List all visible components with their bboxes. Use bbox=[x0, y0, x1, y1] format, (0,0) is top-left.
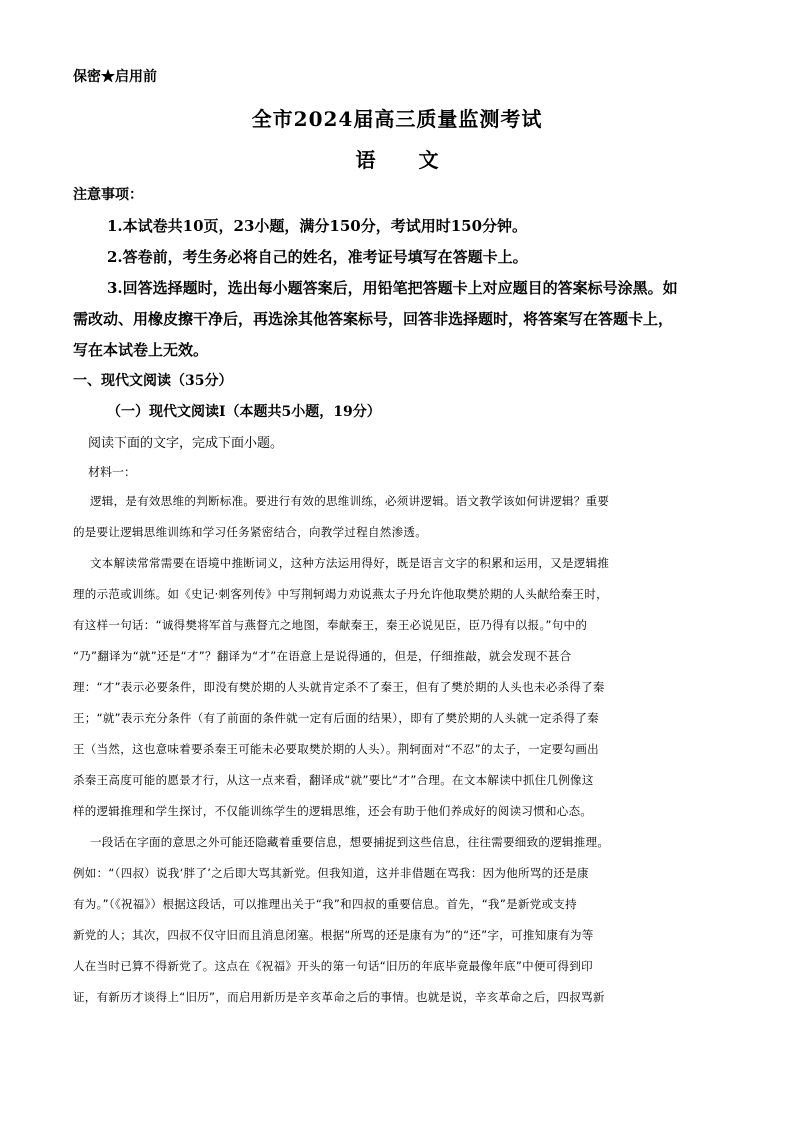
subsection-title: （一）现代文阅读Ⅰ（本题共5小题，19分） bbox=[107, 404, 381, 420]
subject-title: 语 文 bbox=[355, 148, 457, 172]
notice-line: 1.本试卷共10页，23小题，满分150分，考试用时150分钟。 bbox=[107, 217, 528, 235]
exam-title: 全市2024届高三质量监测考试 bbox=[251, 107, 543, 131]
notice-line: 2.答卷前，考生务必将自己的姓名，准考证号填写在答题卡上。 bbox=[107, 248, 528, 266]
body-line: “乃”翻译为“就”还是“才”？翻译为“才”在语意上是说得通的，但是，仔细推敲，就会发现不甚合 bbox=[73, 649, 572, 663]
section-title: 一、现代文阅读（35分） bbox=[73, 373, 233, 389]
reading-instruction: 阅读下面的文字，完成下面小题。 bbox=[88, 436, 284, 451]
notice-line: 需改动、用橡皮擦干净后，再选涂其他答案标号，回答非选择题时，将答案写在答题卡上， bbox=[73, 310, 674, 328]
body-line: 有这样一句话：“诚得樊将军首与燕督亢之地图，奉献秦王，秦王必说见臣，臣乃得有以报。”句中的 bbox=[73, 618, 588, 632]
body-line: 文本解读常常需要在语境中推断词义，这种方法运用得好，既是语言文字的积累和运用，又是逻辑推 bbox=[90, 556, 610, 570]
body-line: 的是要让逻辑思维训练和学习任务紧密结合，向教学过程自然渗透。 bbox=[73, 525, 427, 539]
body-line: 样的逻辑推理和学生探讨，不仅能训练学生的逻辑思维，还会有助于他们养成好的阅读习惯和心态。 bbox=[73, 804, 593, 818]
body-line: 逻辑，是有效思维的判断标准。要进行有效的思维训练，必须讲逻辑。语文教学该如何讲逻辑？重要 bbox=[90, 494, 610, 508]
material-label: 材料一： bbox=[88, 465, 137, 479]
body-line: 王；“就”表示充分条件（有了前面的条件就一定有后面的结果），即有了樊於期的人头就一定杀得了秦 bbox=[73, 711, 599, 725]
body-line: 杀秦王高度可能的愿景才行，从这一点来看，翻译成“就”要比“才”合理。在文本解读中抓住几例像这 bbox=[73, 773, 594, 787]
confidential-label: 保密★启用前 bbox=[73, 69, 157, 85]
body-line: 证，有新历才谈得上“旧历”，而启用新历是辛亥革命之后的事情。也就是说，辛亥革命之后，四叔骂新 bbox=[73, 990, 605, 1004]
body-line: 新党的人；其次，四叔不仅守旧而且消息闭塞。根据“所骂的还是康有为”的“还”字，可推知康有为等 bbox=[73, 928, 594, 942]
body-line: 人在当时已算不得新党了。这点在《祝福》开头的第一句话“旧历的年底毕竟最像年底”中便可得到印 bbox=[73, 959, 593, 973]
body-line: 有为。”（《祝福》）根据这段话，可以推理出关于“我”和四叔的重要信息。首先，“我”是新党或支持 bbox=[73, 897, 577, 911]
body-line: 一段话在字面的意思之外可能还隐藏着重要信息，想要捕捉到这些信息，往往需要细致的逻辑推理。 bbox=[90, 835, 610, 849]
body-line: 理：“才”表示必要条件，即没有樊於期的人头就肯定杀不了秦王，但有了樊於期的人头也未必杀得了秦 bbox=[73, 680, 605, 694]
notice-line: 写在本试卷上无效。 bbox=[73, 341, 209, 359]
body-line: 王（当然，这也意味着要杀秦王可能未必要取樊於期的人头）。荆轲面对“不忍”的太子，一定要勾画出 bbox=[73, 742, 599, 756]
body-line: 例如：“（四叔）说我‘胖了’之后即大骂其新党。但我知道，这并非借题在骂我：因为他所骂的还是康 bbox=[73, 866, 589, 880]
notice-line: 3.回答选择题时，选出每小题答案后，用铅笔把答题卡上对应题目的答案标号涂黑。如 bbox=[107, 279, 678, 297]
body-line: 理的示范或训练。如《史记·刺客列传》中写荆轲竭力劝说燕太子丹允许他取樊於期的人头献给秦王时， bbox=[73, 587, 608, 601]
notice-heading: 注意事项： bbox=[73, 187, 143, 203]
